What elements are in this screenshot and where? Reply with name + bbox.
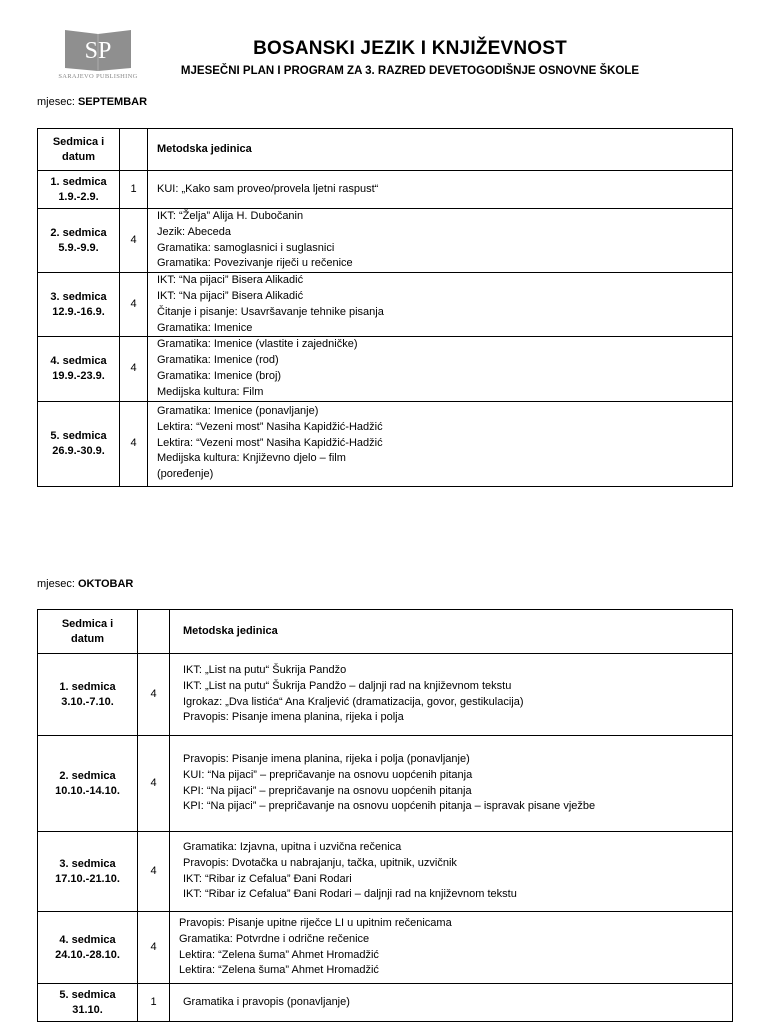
unit-line: Lektira: “Zelena šuma” Ahmet Hromadžić (179, 964, 379, 977)
unit-line: Pravopis: Pisanje upitne riječce LI u upitnim rečenicama (179, 916, 452, 929)
week-dates: 31.10. (72, 1003, 103, 1016)
hours-cell: 4 (138, 654, 170, 736)
book-logo-icon (63, 26, 133, 71)
unit-line: Čitanje i pisanje: Usavršavanje tehnike pisanja (157, 305, 384, 318)
unit-line: Gramatika: Imenice (vlastite i zajedničke) (157, 338, 358, 351)
hours-cell: 4 (138, 912, 170, 984)
unit-line: KPI: “Na pijaci” – prepričavanje na osnovu uopćenih pitanja (183, 784, 472, 797)
unit-line: Gramatika i pravopis (ponavljanje) (183, 995, 350, 1008)
month-prefix: mjesec: (37, 96, 78, 108)
week-label: 4. sedmica (59, 933, 116, 946)
week-cell (38, 273, 120, 337)
unit-line: IKT: “Na pijaci” Bisera Alikadić (157, 289, 304, 302)
header-units-cell: Metodska jedinica (148, 129, 733, 171)
unit-line: Gramatika: Izjavna, upitna i uzvična rečenica (183, 840, 402, 853)
logo-caption: SARAJEVO PUBLISHING (58, 73, 138, 80)
month-name: OKTOBAR (77, 578, 134, 590)
week-label: 4. sedmica (50, 354, 107, 367)
week-dates: 19.9.-23.9. (52, 369, 105, 382)
header-week-line: datum (71, 632, 104, 645)
week-cell (38, 984, 138, 1022)
units-cell (170, 654, 733, 736)
week-cell (38, 912, 138, 984)
month-prefix: mjesec: (37, 578, 78, 590)
plan-table-september (37, 128, 733, 487)
week-cell (38, 401, 120, 486)
unit-line: IKT: “Na pijaci” Bisera Alikadić (157, 274, 304, 287)
hours-cell: 4 (138, 736, 170, 832)
table-row (38, 832, 733, 912)
plan-table-october (37, 609, 733, 1022)
unit-line: Lektira: “Zelena šuma” Ahmet Hromadžić (179, 948, 379, 961)
week-label: 1. sedmica (50, 175, 107, 188)
header-hours-cell (138, 610, 170, 654)
unit-line: Pravopis: Dvotačka u nabrajanju, tačka, upitnik, uzvičnik (183, 856, 457, 869)
table-row (38, 171, 733, 209)
units-cell (148, 209, 733, 273)
document-title: BOSANSKI JEZIK I KNJIŽEVNOST (253, 38, 567, 59)
unit-line: Medijska kultura: Film (157, 385, 264, 398)
week-cell (38, 337, 120, 401)
table-row (38, 209, 733, 273)
hours-cell: 1 (138, 984, 170, 1022)
week-label: 3. sedmica (50, 290, 107, 303)
unit-line: Igrokaz: „Dva listića“ Ana Kraljević (dramatizacija, govor, gestikulacija) (183, 695, 524, 708)
header-week-line: Sedmica i (61, 617, 114, 630)
week-label: 5. sedmica (59, 988, 116, 1001)
hours-cell: 4 (120, 337, 148, 401)
week-dates: 12.9.-16.9. (52, 305, 105, 318)
hours-cell: 1 (120, 171, 148, 209)
header-week-cell (38, 610, 138, 654)
unit-line: Lektira: “Vezeni most” Nasiha Kapidžić-Hadžić (157, 436, 383, 449)
unit-line: Gramatika: Potvrdne i odrične rečenice (179, 932, 370, 945)
week-dates: 1.9.-2.9. (58, 190, 99, 203)
week-label: 2. sedmica (50, 226, 107, 239)
week-dates: 24.10.-28.10. (55, 948, 120, 961)
table-header-row (38, 610, 733, 654)
week-label: 1. sedmica (59, 680, 116, 693)
header-week-line: datum (62, 150, 95, 163)
header-week-cell (38, 129, 120, 171)
week-dates: 10.10.-14.10. (55, 784, 120, 797)
units-cell (148, 273, 733, 337)
unit-line: KUI: “Na pijaci” – prepričavanje na osnovu uopćenih pitanja (183, 768, 473, 781)
units-cell (148, 171, 733, 209)
unit-line: Pravopis: Pisanje imena planina, rijeka i polja (ponavljanje) (183, 752, 470, 765)
unit-line: Gramatika: Povezivanje riječi u rečenice (157, 257, 353, 270)
table-row (38, 654, 733, 736)
unit-line: (poređenje) (157, 468, 214, 481)
unit-line: IKT: „List na putu“ Šukrija Pandžo – daljnji rad na književnom tekstu (183, 679, 512, 692)
table-row (38, 736, 733, 832)
week-cell (38, 832, 138, 912)
hours-cell: 4 (120, 273, 148, 337)
week-cell (38, 654, 138, 736)
unit-line: Pravopis: Pisanje imena planina, rijeka i polja (183, 711, 404, 724)
week-label: 2. sedmica (59, 769, 116, 782)
month-name: SEPTEMBAR (77, 96, 148, 108)
month-label-october (37, 578, 133, 590)
month-label-september (37, 96, 147, 108)
week-label: 5. sedmica (50, 429, 107, 442)
table-row (38, 912, 733, 984)
unit-line: Gramatika: Imenice (157, 321, 253, 334)
units-cell (148, 337, 733, 401)
week-cell (38, 209, 120, 273)
unit-line: Gramatika: Imenice (rod) (157, 354, 279, 367)
table-row (38, 401, 733, 486)
unit-line: IKT: “Ribar iz Cefalua” Đani Rodari – daljnji rad na književnom tekstu (183, 888, 517, 901)
units-cell (170, 984, 733, 1022)
table-row (38, 337, 733, 401)
unit-line: Medijska kultura: Književno djelo – film (157, 452, 346, 465)
table-header-row (38, 129, 733, 171)
unit-line: Jezik: Abeceda (157, 225, 231, 238)
unit-line: Gramatika: Imenice (broj) (157, 369, 282, 382)
week-cell (38, 736, 138, 832)
header-hours-cell (120, 129, 148, 171)
table-row (38, 984, 733, 1022)
week-label: 3. sedmica (59, 857, 116, 870)
logo-letters: SP (84, 38, 112, 64)
unit-line: IKT: “Ribar iz Cefalua” Đani Rodari (183, 872, 352, 885)
unit-line: KPI: “Na pijaci” – prepričavanje na osnovu uopćenih pitanja – ispravak pisane vježbe (183, 800, 596, 813)
unit-line: Gramatika: samoglasnici i suglasnici (157, 241, 335, 254)
week-dates: 17.10.-21.10. (55, 872, 120, 885)
week-dates: 26.9.-30.9. (52, 444, 105, 457)
unit-line: IKT: “Želja” Alija H. Dubočanin (157, 210, 304, 222)
units-cell (170, 832, 733, 912)
unit-line: Gramatika: Imenice (ponavljanje) (157, 405, 319, 418)
week-dates: 3.10.-7.10. (61, 695, 114, 708)
header-units-cell: Metodska jedinica (170, 610, 733, 654)
units-cell (170, 912, 733, 984)
header-week-line: Sedmica i (52, 135, 105, 148)
week-cell (38, 171, 120, 209)
hours-cell: 4 (138, 832, 170, 912)
unit-line: IKT: „List na putu“ Šukrija Pandžo (183, 663, 347, 676)
week-dates: 5.9.-9.9. (58, 241, 99, 254)
publisher-logo (57, 26, 139, 84)
units-cell (148, 401, 733, 486)
unit-line: Lektira: “Vezeni most” Nasiha Kapidžić-Hadžić (157, 420, 383, 433)
hours-cell: 4 (120, 209, 148, 273)
units-cell (170, 736, 733, 832)
unit-line: KUI: „Kako sam proveo/provela ljetni raspust“ (157, 182, 379, 195)
table-row (38, 273, 733, 337)
hours-cell: 4 (120, 401, 148, 486)
document-subtitle: MJESEČNI PLAN I PROGRAM ZA 3. RAZRED DEVETOGODIŠNJE OSNOVNE ŠKOLE (180, 65, 640, 77)
